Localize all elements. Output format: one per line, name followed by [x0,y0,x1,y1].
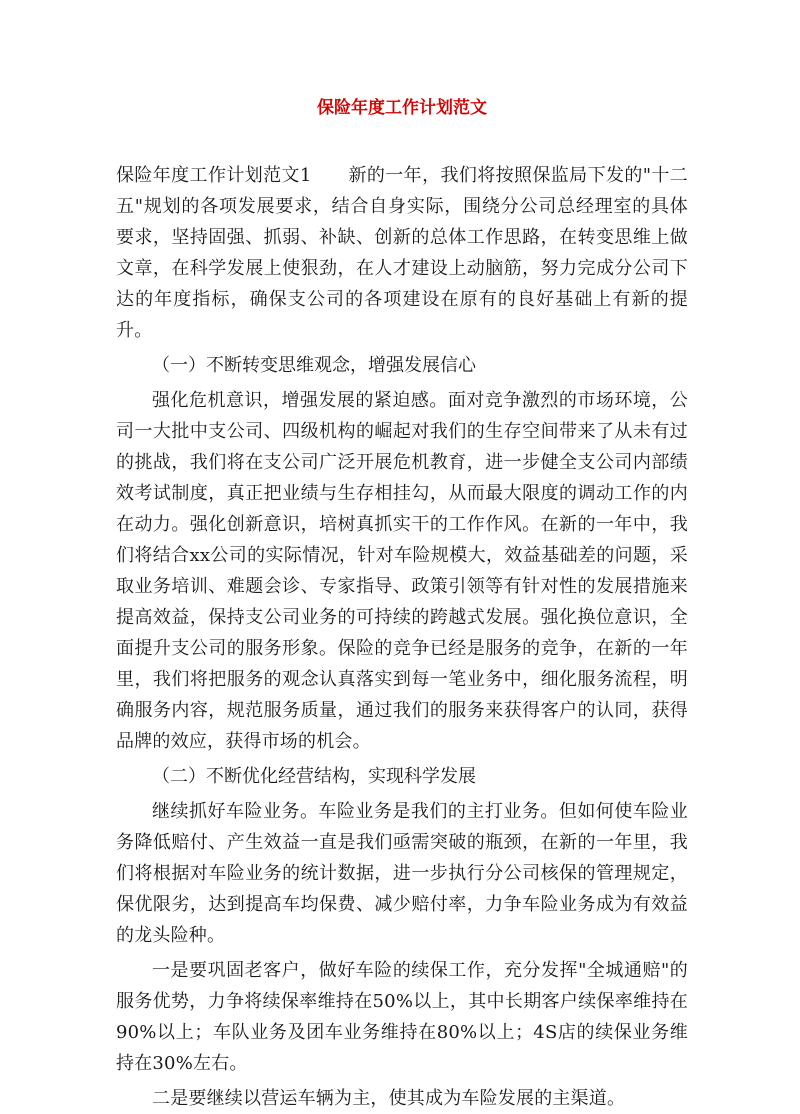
body-paragraph-1: 强化危机意识，增强发展的紧迫感。面对竞争激烈的市场环境，公司一大批中支公司、四级机构的崛起对我们的生存空间带来了从未有过的挑战，我们将在支公司广泛开展危机教育，进一步健全支公司内部绩效考试制度，真正把业绩与生存相挂勾，从而最大限度的调动工作的内在动力。强化创新意识，培树真抓实干的工作作风。在新的一年中，我们将结合xx公司的实际情况，针对车险规模大，效益基础差的问题，采取业务培训、难题会诊、专家指导、政策引领等有针对性的发展措施来提高效益，保持支公司业务的可持续的跨越式发展。强化换位意识，全面提升支公司的服务形象。保险的竞争已经是服务的竞争，在新的一年里，我们将把服务的观念认真落实到每一笔业务中，细化服务流程，明确服务内容，规范服务质量，通过我们的服务来获得客户的认同，获得品牌的效应，获得市场的机会。 [116,390,688,752]
body-paragraph-2: 继续抓好车险业务。车险业务是我们的主打业务。但如何使车险业务降低赔付、产生效益一直是我们亟需突破的瓶颈，在新的一年里，我们将根据对车险业务的统计数据，进一步执行分公司核保的管理规定，保优限劣，达到提高车均保费、减少赔付率，力争车险业务成为有效益的龙头险种。 [116,801,688,946]
section-heading-2: （二）不断优化经营结构，实现科学发展 [152,766,476,787]
document-title: 保险年度工作计划范文 [317,98,487,118]
body-paragraph-3: 一是要巩固老客户，做好车险的续保工作，充分发挥"全城通赔"的服务优势，力争将续保率维持在50%以上，其中长期客户续保率维持在90%以上；车队业务及团车业务维持在80%以上；4S店的续保业务维持在30%左右。 [116,960,688,1074]
document-page [116,96,688,1114]
section-heading-1: （一）不断转变思维观念，增强发展信心 [152,355,476,376]
body-paragraph-4: 二是要继续以营运车辆为主，使其成为车险发展的主渠道。 [152,1088,626,1109]
intro-paragraph: 保险年度工作计划范文1 新的一年，我们将按照保监局下发的"十二五"规划的各项发展要求，结合自身实际，围绕分公司总经理室的具体要求，坚持固强、抓弱、补缺、创新的总体工作思路，在转变思维上做文章，在科学发展上使狠劲，在人才建设上动脑筋，努力完成分公司下达的年度指标，确保支公司的各项建设在原有的良好基础上有新的提升。 [116,165,688,341]
